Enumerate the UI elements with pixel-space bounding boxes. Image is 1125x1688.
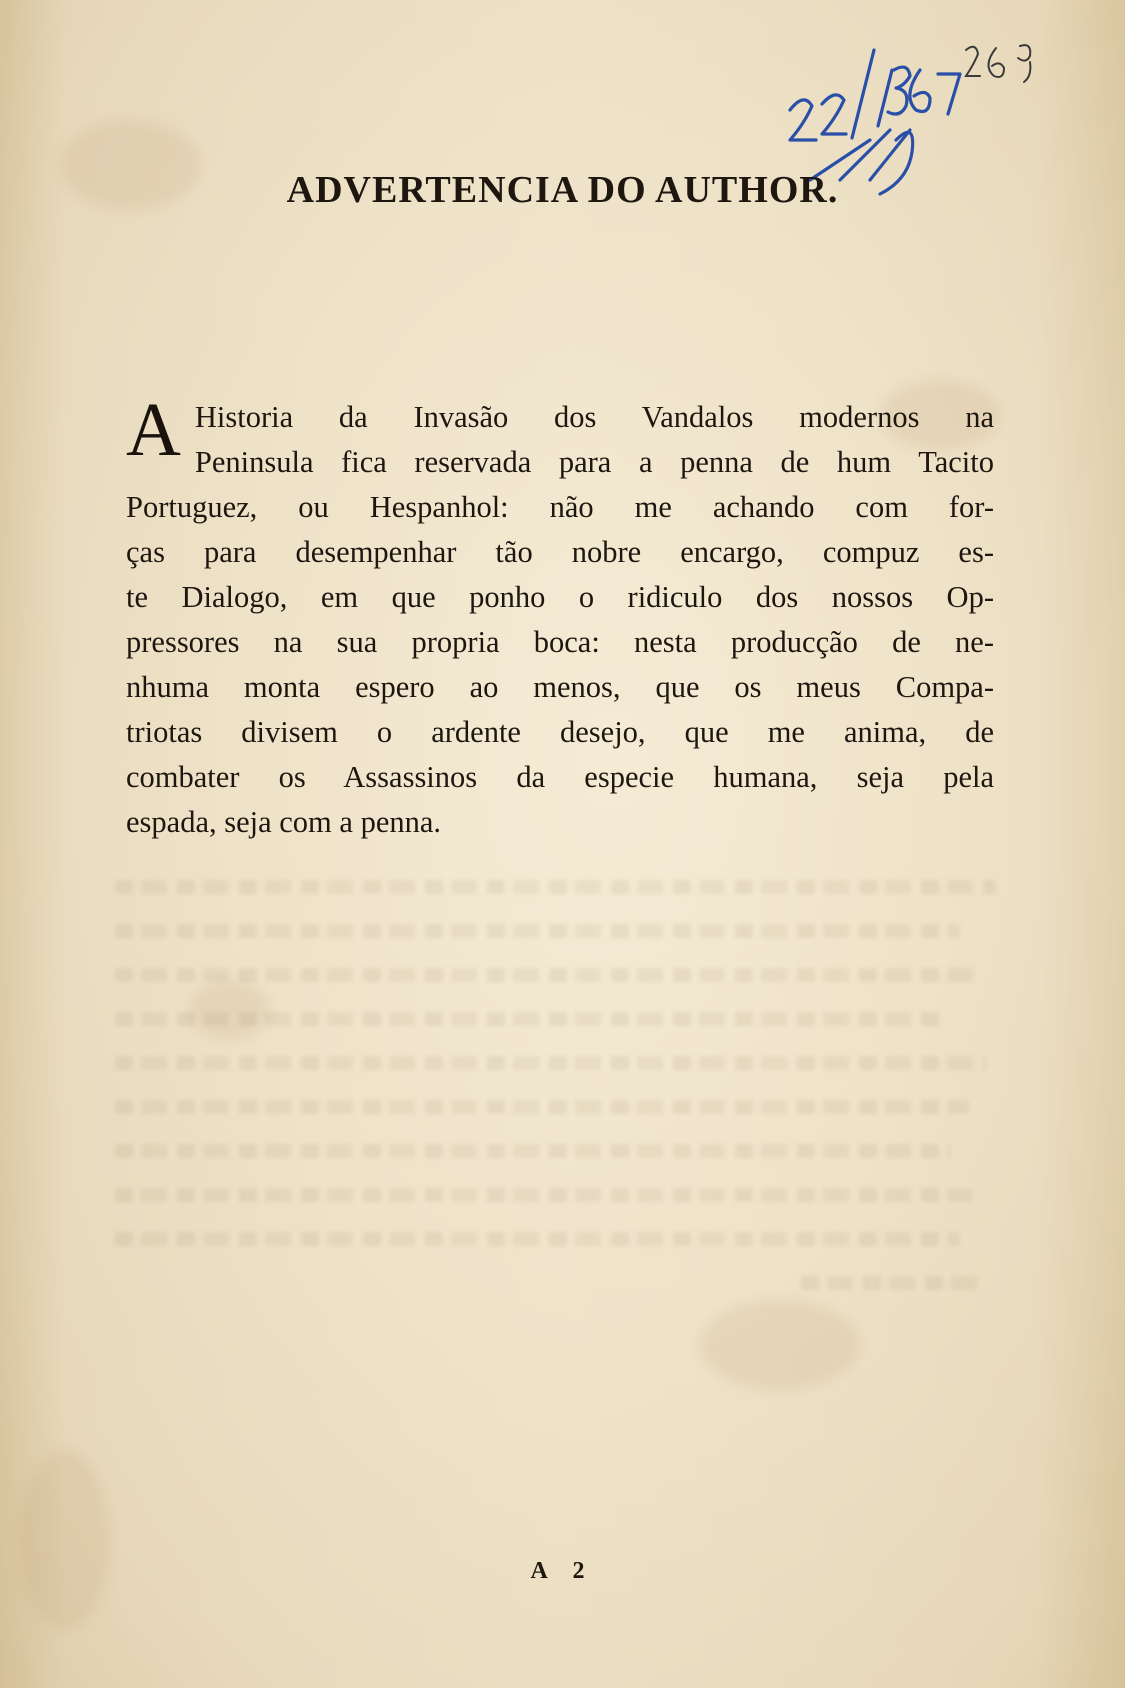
body-line: combater os Assassinos da especie humana, seja pela	[126, 760, 994, 794]
body-line: espada, seja com a penna.	[126, 805, 442, 839]
drop-cap: A	[126, 388, 181, 472]
body-paragraph	[126, 388, 994, 845]
body-line: nhuma monta espero ao menos, que os meus Compa-	[126, 670, 994, 704]
body-line: ças para desempenhar tão nobre encargo, compuz es-	[126, 535, 994, 569]
body-line: Peninsula fica reservada para a penna de hum Tacito	[194, 445, 994, 479]
body-line: te Dialogo, em que ponho o ridiculo dos nossos Op-	[126, 580, 994, 614]
bleed-through-text	[115, 880, 995, 1360]
body-line: Historia da Invasão dos Vandalos modernos na	[194, 400, 994, 434]
signature-mark: A 2	[530, 1558, 595, 1584]
body-line: pressores na sua propria boca: nesta producção de ne-	[126, 625, 994, 659]
body-line: triotas divisem o ardente desejo, que me anima, de	[126, 715, 994, 749]
page-heading: ADVERTENCIA DO AUTHOR.	[286, 169, 839, 211]
body-line: Portuguez, ou Hespanhol: não me achando com for-	[126, 490, 994, 524]
paper-stain	[20, 1450, 110, 1630]
